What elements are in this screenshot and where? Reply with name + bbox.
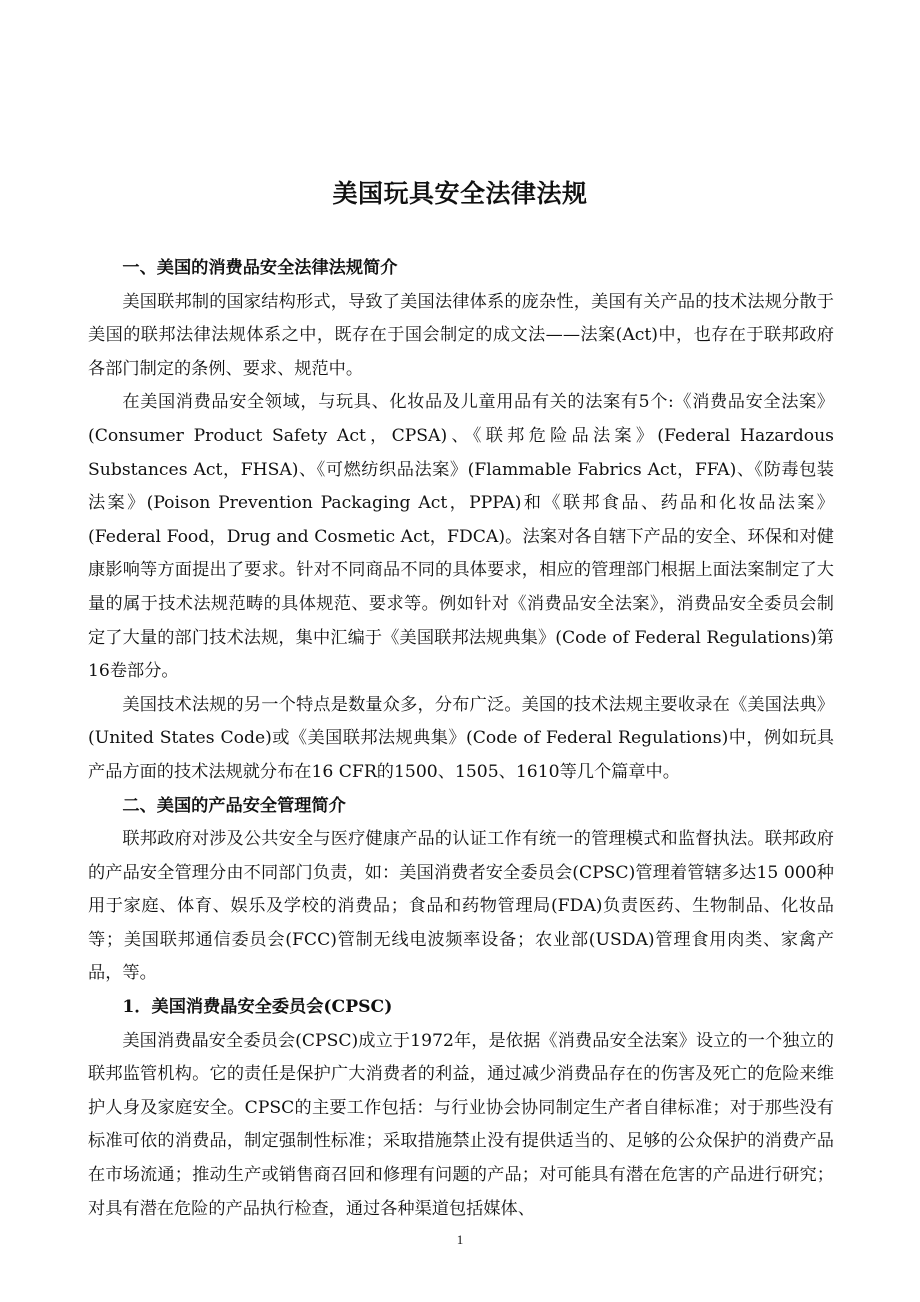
body-paragraph: 美国消费晶安全委员会(CPSC)成立于1972年，是依据《消费品安全法案》设立的一个独立的联邦监管机构。它的责任是保护广大消费者的利益，通过减少消费品存在的伤害及死亡的危险来维护人身及家庭安全。CPSC的主要工作包括：与行业协会协同制定生产者自律标准；对于那些没有标准可依的消费品，制定强制性标准；采取措施禁止没有提供适当的、足够的公众保护的消费产品在市场流通；推动生产或销售商召回和修理有问题的产品；对可能具有潜在危害的产品进行研究；对具有潜在危险的产品执行检查，通过各种渠道包括媒体、 [88, 1030, 834, 1219]
body-paragraph: 美国技术法规的另一个特点是数量众多，分布广泛。美国的技术法规主要收录在《美国法典》(United States Code)或《美国联邦法规典集》(Code of Federal Regulations)中，例如玩具产品方面的技术法规就分布在16 CFR的1500、1505、1610等几个篇章中。 [88, 694, 834, 782]
page-title: 美国玩具安全法律法规 [332, 179, 588, 208]
body-paragraph: 联邦政府对涉及公共安全与医疗健康产品的认证工作有统一的管理模式和监督执法。联邦政府的产品安全管理分由不同部门负责，如：美国消费者安全委员会(CPSC)管理着管辖多达15 000种用于家庭、体育、娱乐及学校的消费品；食品和药物管理局(FDA)负责医药、生物制品、化妆品等；美国联邦通信委员会(FCC)管制无线电波频率设备；农业部(USDA)管理食用肉类、家禽产品，等。 [88, 829, 834, 984]
section-heading: 一、美国的消费品安全法律法规简介 [122, 258, 398, 278]
subsection-heading: 1．美国消费晶安全委员会(CPSC) [122, 997, 393, 1018]
section-heading: 二、美国的产品安全管理简介 [122, 795, 346, 816]
document-body [88, 252, 834, 1226]
body-paragraph: 美国联邦制的国家结构形式，导致了美国法律体系的庞杂性，美国有关产品的技术法规分散于美国的联邦法律法规体系之中，既存在于国会制定的成文法——法案(Act)中，也存在于联邦政府各部门制定的条例、要求、规范中。 [88, 291, 834, 379]
page-number: 1 [456, 1232, 464, 1247]
body-paragraph: 在美国消费品安全领域，与玩具、化妆品及儿童用品有关的法案有5个:《消费品安全法案》(Consumer Product Safety Act，CPSA)、《联邦危险品法案》(Federal Hazardous Substances Act，FHSA)、《可燃纺织品法案》(Flammable Fabrics Act，FFA)、《防毒包装法案》(Poison Prevention Packaging Act，PPPA)和《联邦食品、药品和化妆品法案》(Federal Food，Drug and Cosmetic Act，FDCA)。法案对各自辖下产品的安全、环保和对健康影响等方面提出了要求。针对不同商品不同的具体要求，相应的管理部门根据上面法案制定了大量的属于技术法规范畴的具体规范、要求等。例如针对《消费品安全法案》，消费品安全委员会制定了大量的部门技术法规，集中汇编于《美国联邦法规典集》(Code of Federal Regulations)第16卷部分。 [88, 392, 834, 682]
